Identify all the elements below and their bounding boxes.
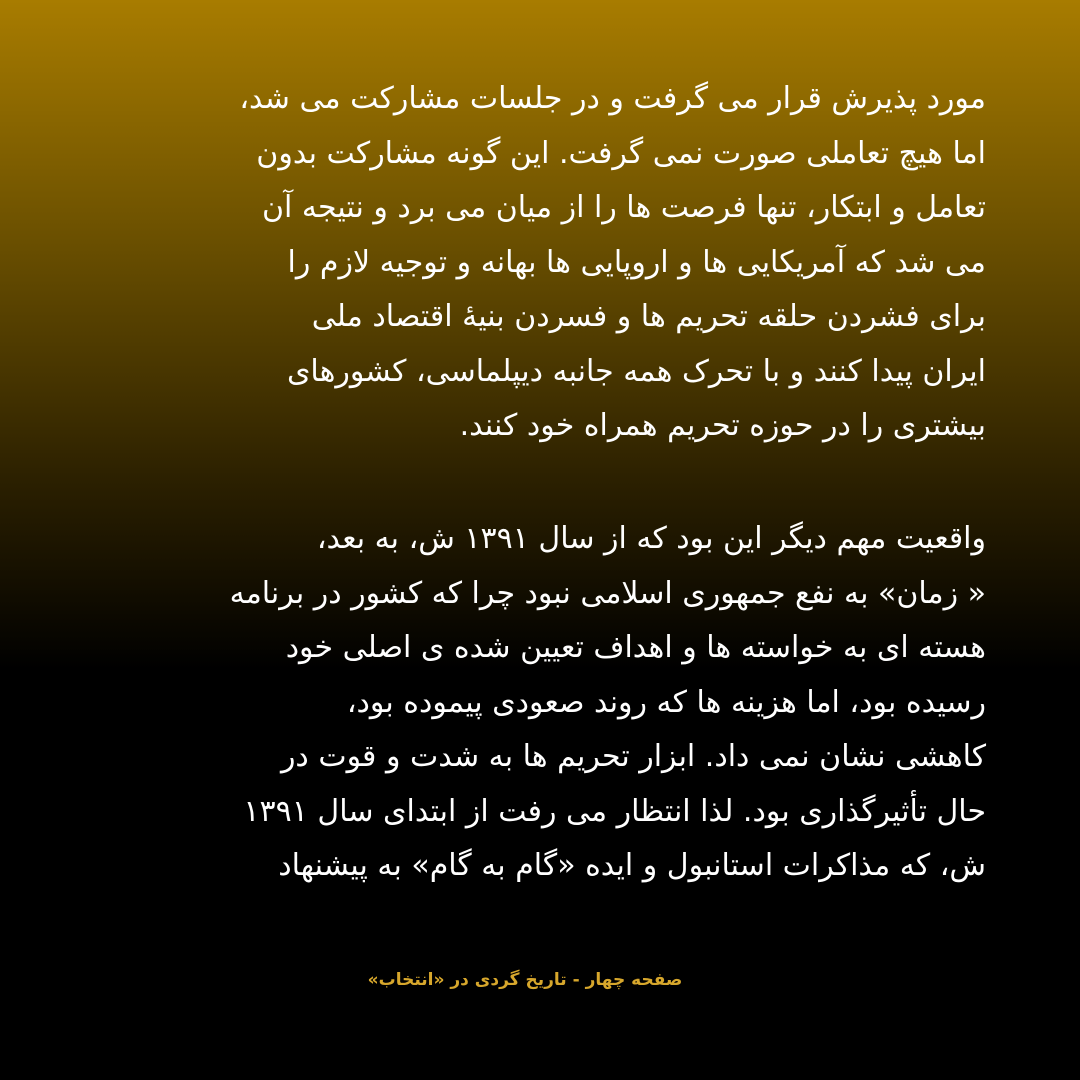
text-line: مورد پذیرش قرار می گرفت و در جلسات مشارکت می شد، <box>239 81 986 116</box>
paragraph-1 <box>86 72 986 454</box>
text-line: می شد که آمریکایی ها و اروپایی ها بهانه و توجیه لازم را <box>287 244 986 280</box>
text-line: هسته ای به خواسته ها و اهداف تعیین شده ی اصلی خود <box>285 630 986 665</box>
text-line: بیشتری را در حوزه تحریم همراه خود کنند. <box>459 408 986 443</box>
text-line: اما هیچ تعاملی صورت نمی گرفت. این گونه مشارکت بدون <box>256 135 986 171</box>
text-line: ش، که مذاکرات استانبول و ایده «گام به گام» به پیشنهاد <box>278 848 986 883</box>
text-line: ایران پیدا کنند و با تحرک همه جانبه دیپلماسی، کشورهای <box>286 353 986 389</box>
text-line: برای فشردن حلقه تحریم ها و فسردن بنیۀ اقتصاد ملی <box>311 299 986 334</box>
text-line: رسیده بود، اما هزینه ها که روند صعودی پیموده بود، <box>346 684 986 720</box>
paragraph-2 <box>86 512 986 894</box>
text-line: کاهشی نشان نمی داد. ابزار تحریم ها به شدت و قوت در <box>280 739 986 774</box>
text-line: حال تأثیرگذاری بود. لذا انتظار می رفت از ابتدای سال ۱۳۹۱ <box>243 793 986 829</box>
footer-caption: صفحه چهار - تاریخ گردی در «انتخاب» <box>367 970 683 990</box>
text-line: تعامل و ابتکار، تنها فرصت ها را از میان می برد و نتیجه آن <box>261 190 986 225</box>
text-line: واقعیت مهم دیگر این بود که از سال ۱۳۹۱ ش، به بعد، <box>316 521 986 556</box>
text-line: « زمان» به نفع جمهوری اسلامی نبود چرا که کشور در برنامه <box>229 575 986 611</box>
